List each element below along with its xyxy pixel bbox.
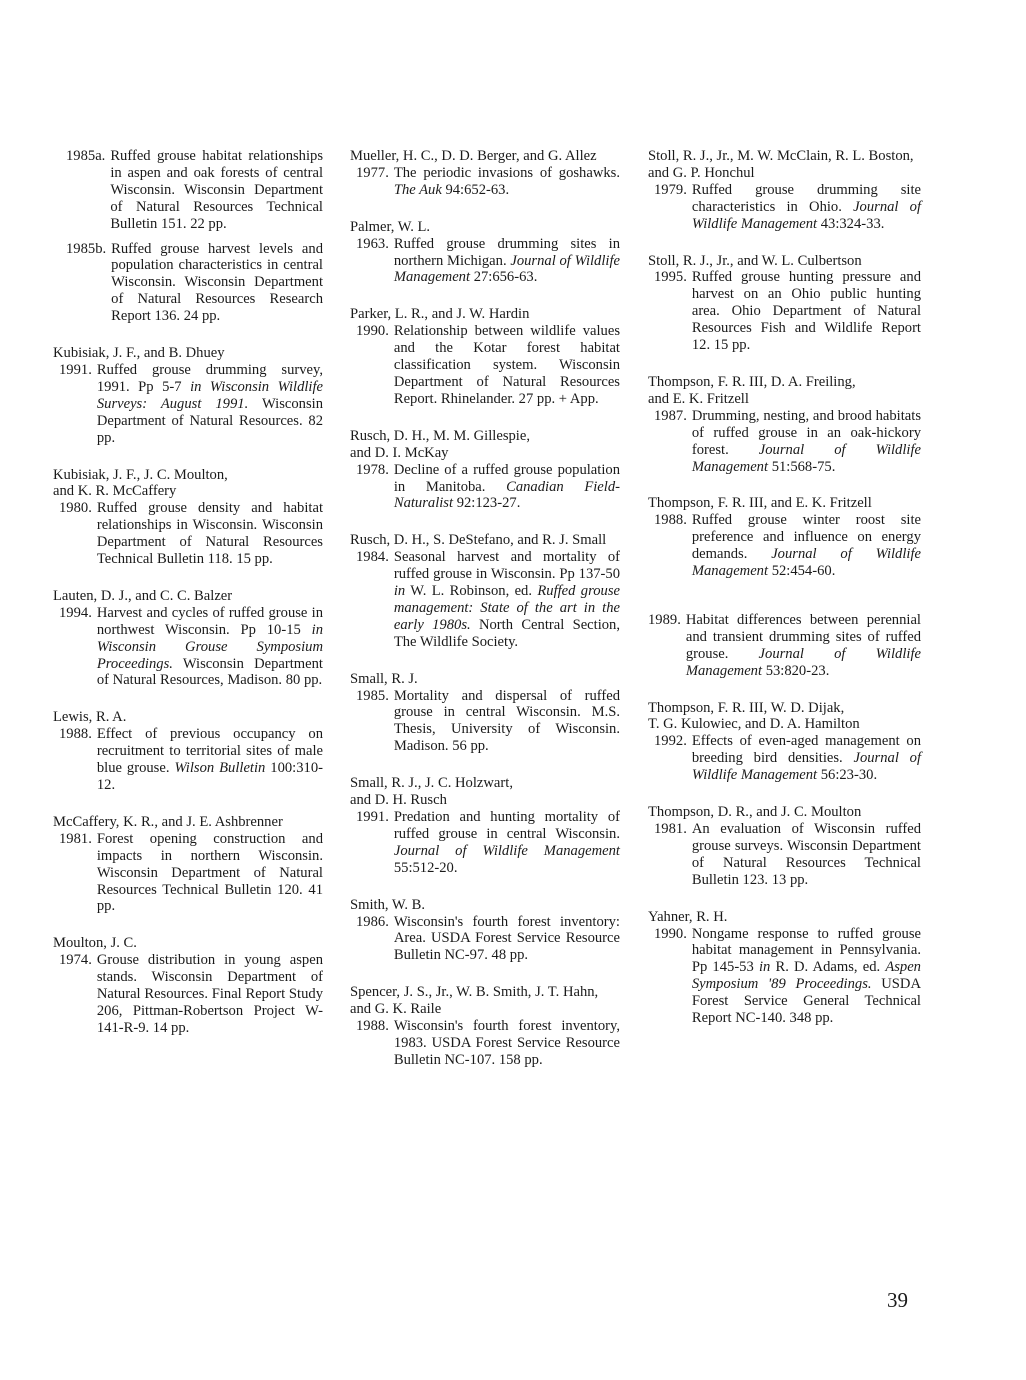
reference-year: 1984.	[356, 549, 389, 566]
reference-year: 1978.	[356, 461, 389, 478]
reference-author: Kubisiak, J. F., J. C. Moulton, and K. R. McCaffery	[53, 466, 228, 500]
page-number: 39	[887, 1288, 908, 1312]
reference-text	[687, 269, 921, 354]
reference-citation	[648, 821, 921, 889]
reference-plain-text: Forest opening construction and impacts in northern Wisconsin. Wisconsin Department of Natural Resources Technical Bulletin 120. 41 pp.	[96, 830, 323, 915]
reference-entry	[350, 428, 620, 513]
reference-plain-text: 92:123-27.	[453, 495, 521, 512]
reference-citation	[53, 362, 323, 447]
reference-year: 1987.	[654, 407, 687, 424]
reference-entry	[53, 241, 323, 326]
reference-plain-text: Ruffed grouse drumming survey, 1991. Pp 5-7	[96, 361, 323, 395]
reference-plain-text: Relationship between wildlife values and the Kotar forest habitat classification system. Wisconsin Department of Natural Resources Report. Rhinelander. 27 pp. + App.	[393, 323, 620, 407]
reference-citation	[350, 165, 620, 199]
reference-text	[389, 462, 620, 513]
reference-plain-text: Ruffed grouse winter roost site preference and influence on energy demands.	[691, 512, 921, 563]
reference-text	[92, 952, 323, 1037]
reference-author: Smith, W. B.	[350, 896, 426, 913]
reference-italic-text: in	[393, 583, 406, 600]
reference-author: Small, R. J., J. C. Holzwart, and D. H. Rusch	[350, 775, 513, 809]
reference-entry	[350, 306, 620, 407]
reference-year: 1985a.	[66, 148, 106, 164]
reference-citation	[648, 512, 921, 580]
reference-plain-text: Harvest and cycles of ruffed grouse in northwest Wisconsin. Pp 10-15	[96, 604, 323, 638]
reference-plain-text: 94:652-63.	[441, 181, 510, 198]
reference-entry	[350, 148, 620, 199]
reference-plain-text: 51:568-75.	[768, 458, 836, 475]
reference-citation	[648, 926, 921, 1027]
reference-plain-text: Effects of even-aged management on breeding bird densities.	[691, 733, 921, 767]
reference-citation	[53, 241, 323, 326]
reference-year: 1981.	[654, 821, 687, 837]
reference-entry	[350, 897, 620, 965]
reference-italic-text: Journal of Wildlife Management	[393, 252, 620, 286]
reference-citation	[53, 831, 323, 916]
reference-citation	[350, 323, 620, 408]
reference-citation	[350, 1018, 620, 1069]
reference-plain-text: The periodic invasions of goshawks.	[393, 164, 620, 181]
reference-plain-text: USDA Forest Service General Technical Report NC-140. 348 pp.	[691, 976, 922, 1027]
reference-citation	[53, 952, 323, 1037]
reference-plain-text: Ruffed grouse habitat relationships in aspen and oak forests of central Wisconsin. Wisconsin Department of Natural Resources Technical Bulletin 151. 22 pp.	[110, 148, 323, 232]
reference-year: 1991.	[356, 809, 389, 825]
reference-plain-text: Mortality and dispersal of ruffed grouse in central Wisconsin. M.S. Thesis, University of Wisconsin. Madison. 56 pp.	[393, 687, 620, 755]
reference-year: 1995.	[654, 269, 687, 286]
reference-column-1	[53, 148, 323, 1057]
reference-italic-text: Journal of Wildlife Management	[691, 441, 921, 475]
reference-author: Small, R. J.	[350, 670, 418, 687]
reference-author: Stoll, R. J., Jr., M. W. McClain, R. L. Boston, and G. P. Honchul	[648, 148, 914, 181]
reference-year: 1985b.	[66, 240, 107, 257]
reference-column-2	[350, 148, 620, 1089]
reference-text	[389, 1018, 620, 1069]
reference-plain-text: Effect of previous occupancy on recruitment to territorial sites of male blue grouse.	[96, 726, 323, 777]
reference-plain-text: Ruffed grouse drumming sites in northern Michigan.	[393, 235, 620, 269]
reference-text	[681, 612, 921, 680]
reference-text	[389, 809, 620, 877]
reference-author: Moulton, J. C.	[53, 935, 137, 952]
reference-year: 1988.	[59, 726, 92, 743]
reference-text	[92, 500, 323, 568]
reference-entry	[53, 814, 323, 915]
reference-plain-text: Drumming, nesting, and brood habitats of ruffed grouse in an oak-hickory forest.	[691, 407, 921, 458]
reference-plain-text: An evaluation of Wisconsin ruffed grouse surveys. Wisconsin Department of Natural Resources Technical Bulletin 123. 13 pp.	[691, 821, 921, 888]
reference-year: 1994.	[59, 604, 92, 621]
reference-text	[389, 914, 620, 965]
reference-plain-text: Nongame response to ruffed grouse habitat management in Pennsylvania. Pp 145-53	[691, 925, 921, 976]
reference-citation	[53, 605, 323, 690]
reference-plain-text: Ruffed grouse hunting pressure and harvest on an Ohio public hunting area. Ohio Department of Natural Resources Fish and Wildlife Report 12. 15 pp.	[691, 269, 921, 354]
reference-citation	[350, 809, 620, 877]
reference-italic-text: Journal of Wildlife Management	[393, 842, 620, 859]
reference-plain-text: Decline of a ruffed grouse population in Manitoba.	[393, 461, 620, 495]
reference-entry	[648, 700, 921, 785]
reference-year: 1991.	[59, 361, 92, 378]
reference-author: Kubisiak, J. F., and B. Dhuey	[53, 345, 225, 362]
reference-plain-text: Wisconsin Department of Natural Resources. 82 pp.	[96, 395, 323, 446]
reference-citation	[350, 914, 620, 965]
reference-text	[389, 165, 620, 199]
reference-author: Thompson, D. R., and J. C. Moulton	[648, 804, 862, 821]
reference-year: 1988.	[654, 512, 687, 529]
reference-entry	[350, 671, 620, 756]
reference-entry	[53, 709, 323, 794]
reference-italic-text: Wilson Bulletin	[174, 760, 266, 777]
reference-text	[92, 726, 323, 794]
reference-citation	[648, 733, 921, 784]
reference-entry	[53, 345, 323, 446]
reference-citation	[648, 182, 921, 233]
reference-entry	[648, 495, 921, 679]
reference-citation	[53, 726, 323, 794]
reference-citation	[350, 462, 620, 513]
reference-text	[687, 512, 921, 580]
reference-text	[389, 236, 620, 287]
reference-author: Spencer, J. S., Jr., W. B. Smith, J. T. Hahn, and G. K. Raile	[350, 984, 599, 1018]
reference-entry	[648, 148, 921, 233]
reference-plain-text: R. D. Adams, ed.	[770, 959, 886, 976]
reference-entry	[53, 588, 323, 689]
reference-author: Thompson, F. R. III, W. D. Dijak, T. G. Kulowiec, and D. A. Hamilton	[648, 699, 860, 733]
reference-plain-text: 100:310-12.	[96, 760, 323, 793]
reference-author: Lewis, R. A.	[53, 709, 127, 726]
reference-entry	[648, 374, 921, 475]
reference-citation	[53, 500, 323, 568]
reference-plain-text: North Central Section, The Wildlife Society.	[393, 616, 620, 650]
reference-entry	[648, 253, 921, 354]
reference-citation	[350, 549, 620, 650]
reference-entry	[53, 935, 323, 1036]
reference-italic-text: Journal of Wildlife Management	[691, 546, 921, 580]
reference-year: 1979.	[654, 181, 687, 198]
reference-text	[389, 323, 620, 408]
reference-plain-text: Ruffed grouse density and habitat relationships in Wisconsin. Wisconsin Department of Natural Resources Technical Bulletin 118. 15 pp.	[96, 500, 323, 568]
reference-year: 1986.	[356, 913, 389, 930]
reference-column-3	[648, 148, 921, 1047]
reference-year: 1990.	[654, 925, 687, 942]
reference-author: Yahner, R. H.	[648, 908, 728, 925]
reference-year: 1977.	[356, 164, 389, 181]
reference-plain-text: W. L. Robinson, ed.	[405, 583, 538, 600]
reference-author: Mueller, H. C., D. D. Berger, and G. Allez	[350, 148, 597, 164]
reference-entry	[350, 219, 620, 287]
reference-year: 1985.	[356, 687, 389, 704]
reference-plain-text: Wisconsin's fourth forest inventory: Area. USDA Forest Service Resource Bulletin NC-97. 48 pp.	[393, 913, 620, 964]
reference-author: Stoll, R. J., Jr., and W. L. Culbertson	[648, 252, 862, 269]
reference-author: Parker, L. R., and J. W. Hardin	[350, 306, 530, 323]
reference-author: Thompson, F. R. III, and E. K. Fritzell	[648, 495, 872, 512]
reference-year: 1992.	[654, 733, 687, 750]
reference-entry	[648, 909, 921, 1027]
reference-entry	[350, 984, 620, 1069]
reference-plain-text: Predation and hunting mortality of ruffed grouse in central Wisconsin.	[393, 809, 620, 842]
reference-author: Rusch, D. H., S. DeStefano, and R. J. Small	[350, 532, 607, 549]
reference-text	[687, 926, 921, 1027]
reference-entry	[350, 775, 620, 876]
reference-plain-text: 43:324-33.	[817, 215, 885, 232]
reference-author: McCaffery, K. R., and J. E. Ashbrenner	[53, 813, 283, 830]
reference-plain-text: 53:820-23.	[762, 662, 830, 679]
reference-year: 1990.	[356, 323, 389, 340]
reference-author: Lauten, D. J., and C. C. Balzer	[53, 587, 233, 604]
reference-italic-text: in Wisconsin Grouse Symposium Proceedings.	[96, 621, 323, 672]
reference-italic-text: Aspen Symposium '89 Proceedings.	[691, 959, 921, 993]
reference-plain-text: Ruffed grouse drumming site characteristics in Ohio.	[691, 181, 921, 215]
reference-plain-text: Grouse distribution in young aspen stands. Wisconsin Department of Natural Resources. Final Report Study 206, Pittman-Robertson Project W-141-R-9. 14 pp.	[96, 952, 323, 1036]
reference-text	[389, 549, 620, 650]
reference-italic-text: in	[758, 959, 771, 976]
reference-text	[687, 733, 921, 784]
reference-italic-text: Journal of Wildlife Management	[691, 750, 921, 784]
reference-citation	[648, 612, 921, 680]
reference-text	[92, 605, 323, 690]
reference-plain-text: 56:23-30.	[817, 767, 878, 784]
reference-text	[687, 408, 921, 476]
reference-plain-text: 27:656-63.	[470, 269, 538, 286]
reference-author: Thompson, F. R. III, D. A. Freiling, and E. K. Fritzell	[648, 373, 856, 407]
reference-year: 1988.	[356, 1018, 389, 1035]
reference-italic-text: Canadian Field-Naturalist	[393, 478, 620, 512]
reference-author: Rusch, D. H., M. M. Gillespie, and D. I. McKay	[350, 427, 530, 461]
reference-entry	[350, 532, 620, 650]
reference-italic-text: Journal of Wildlife Management	[691, 198, 922, 232]
reference-citation	[350, 236, 620, 287]
reference-text	[389, 688, 620, 756]
reference-entry	[53, 467, 323, 568]
reference-italic-text: in Wisconsin Wildlife Surveys: August 1991.	[96, 378, 324, 412]
reference-plain-text: 55:512-20.	[393, 859, 458, 876]
reference-text	[687, 821, 921, 889]
reference-italic-text: Journal of Wildlife Management	[685, 645, 921, 679]
reference-author: Palmer, W. L.	[350, 218, 431, 235]
reference-citation	[648, 269, 921, 354]
reference-plain-text: Wisconsin's fourth forest inventory, 1983. USDA Forest Service Resource Bulletin NC-107. 158 pp.	[393, 1018, 620, 1068]
reference-citation	[53, 148, 323, 233]
reference-entry	[53, 148, 323, 233]
reference-italic-text: The Auk	[393, 181, 442, 198]
reference-year: 1989.	[648, 611, 681, 628]
reference-year: 1981.	[59, 830, 92, 847]
reference-year: 1974.	[59, 952, 92, 969]
reference-text	[106, 241, 323, 326]
reference-text	[92, 362, 323, 447]
reference-entry	[648, 804, 921, 889]
reference-citation	[350, 688, 620, 756]
reference-plain-text: Habitat differences between perennial and transient drumming sites of ruffed grouse.	[685, 611, 921, 662]
reference-year: 1963.	[356, 235, 389, 252]
reference-plain-text: 52:454-60.	[768, 563, 836, 580]
reference-plain-text: Seasonal harvest and mortality of ruffed grouse in Wisconsin. Pp 137-50	[393, 549, 620, 583]
reference-year: 1980.	[59, 500, 92, 517]
reference-text	[92, 831, 323, 916]
reference-plain-text: Wisconsin Department of Natural Resources, Madison. 80 pp.	[96, 655, 323, 689]
reference-citation	[648, 408, 921, 476]
reference-text	[687, 182, 921, 233]
reference-italic-text: Ruffed grouse management: State of the art in the early 1980s.	[393, 583, 620, 633]
reference-text	[105, 148, 323, 233]
reference-plain-text: Ruffed grouse harvest levels and population characteristics in central Wisconsin. Wisconsin Department of Natural Resources Research Report 136. 24 pp.	[111, 240, 323, 325]
